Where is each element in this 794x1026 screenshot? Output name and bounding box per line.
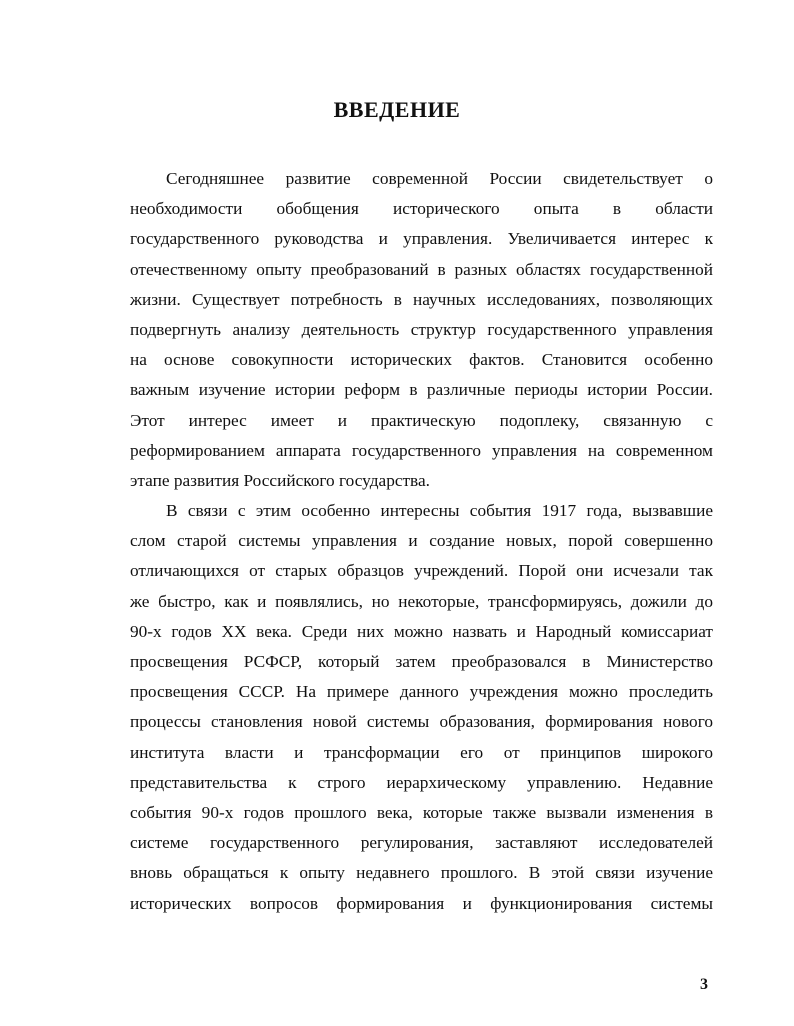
text-line: 90-х годов XX века. Среди них можно назвать и Народный комиссариат — [130, 621, 713, 641]
text-line: подвергнуть анализу деятельность структур государственного управления — [130, 319, 713, 339]
body-text — [130, 164, 713, 919]
text-line: события 90-х годов прошлого века, которые также вызвали изменения в — [130, 802, 713, 822]
text-line: необходимости обобщения исторического опыта в области — [130, 199, 713, 219]
text-line: слом старой системы управления и создание новых, порой совершенно — [130, 531, 713, 551]
text-line: просвещения РСФСР, который затем преобразовался в Министерство — [130, 652, 713, 671]
text-line: процессы становления новой системы образования, формирования нового — [130, 712, 713, 732]
text-line: исторических вопросов формирования и функционирования системы — [130, 893, 713, 913]
text-line: В связи с этим особенно интересны события 1917 года, вызвавшие — [166, 501, 713, 521]
text-line: представительства к строго иерархическому управлению. Недавние — [130, 772, 713, 792]
text-line: жизни. Существует потребность в научных исследованиях, позволяющих — [130, 289, 713, 309]
text-line: просвещения СССР. На примере данного учреждения можно проследить — [130, 682, 713, 702]
paragraph-2 — [130, 496, 713, 919]
text-line: системе государственного регулирования, заставляют исследователей — [130, 833, 713, 853]
paragraph-1 — [130, 164, 713, 496]
text-line: этапе развития Российского государства. — [130, 470, 430, 490]
text-line: института власти и трансформации его от принципов широкого — [130, 742, 713, 762]
text-line: отечественному опыту преобразований в разных областях государственной — [130, 259, 713, 279]
page-number: 3 — [700, 976, 708, 993]
text-line: Этот интерес имеет и практическую подоплеку, связанную с — [130, 410, 713, 430]
text-line: же быстро, как и появлялись, но некоторые, трансформируясь, дожили до — [130, 591, 713, 611]
text-line: Сегодняшнее развитие современной России свидетельствует о — [166, 169, 713, 188]
page-title: ВВЕДЕНИЕ — [333, 97, 461, 122]
text-line: реформированием аппарата государственного управления на современном — [130, 440, 713, 460]
text-line: важным изучение истории реформ в различные периоды истории России. — [130, 380, 713, 400]
text-line: государственного руководства и управления. Увеличивается интерес к — [130, 229, 713, 249]
text-line: на основе совокупности исторических фактов. Становится особенно — [130, 350, 713, 370]
text-line: отличающихся от старых образцов учреждений. Порой они исчезали так — [130, 561, 713, 581]
text-line: вновь обращаться к опыту недавнего прошлого. В этой связи изучение — [130, 863, 713, 883]
